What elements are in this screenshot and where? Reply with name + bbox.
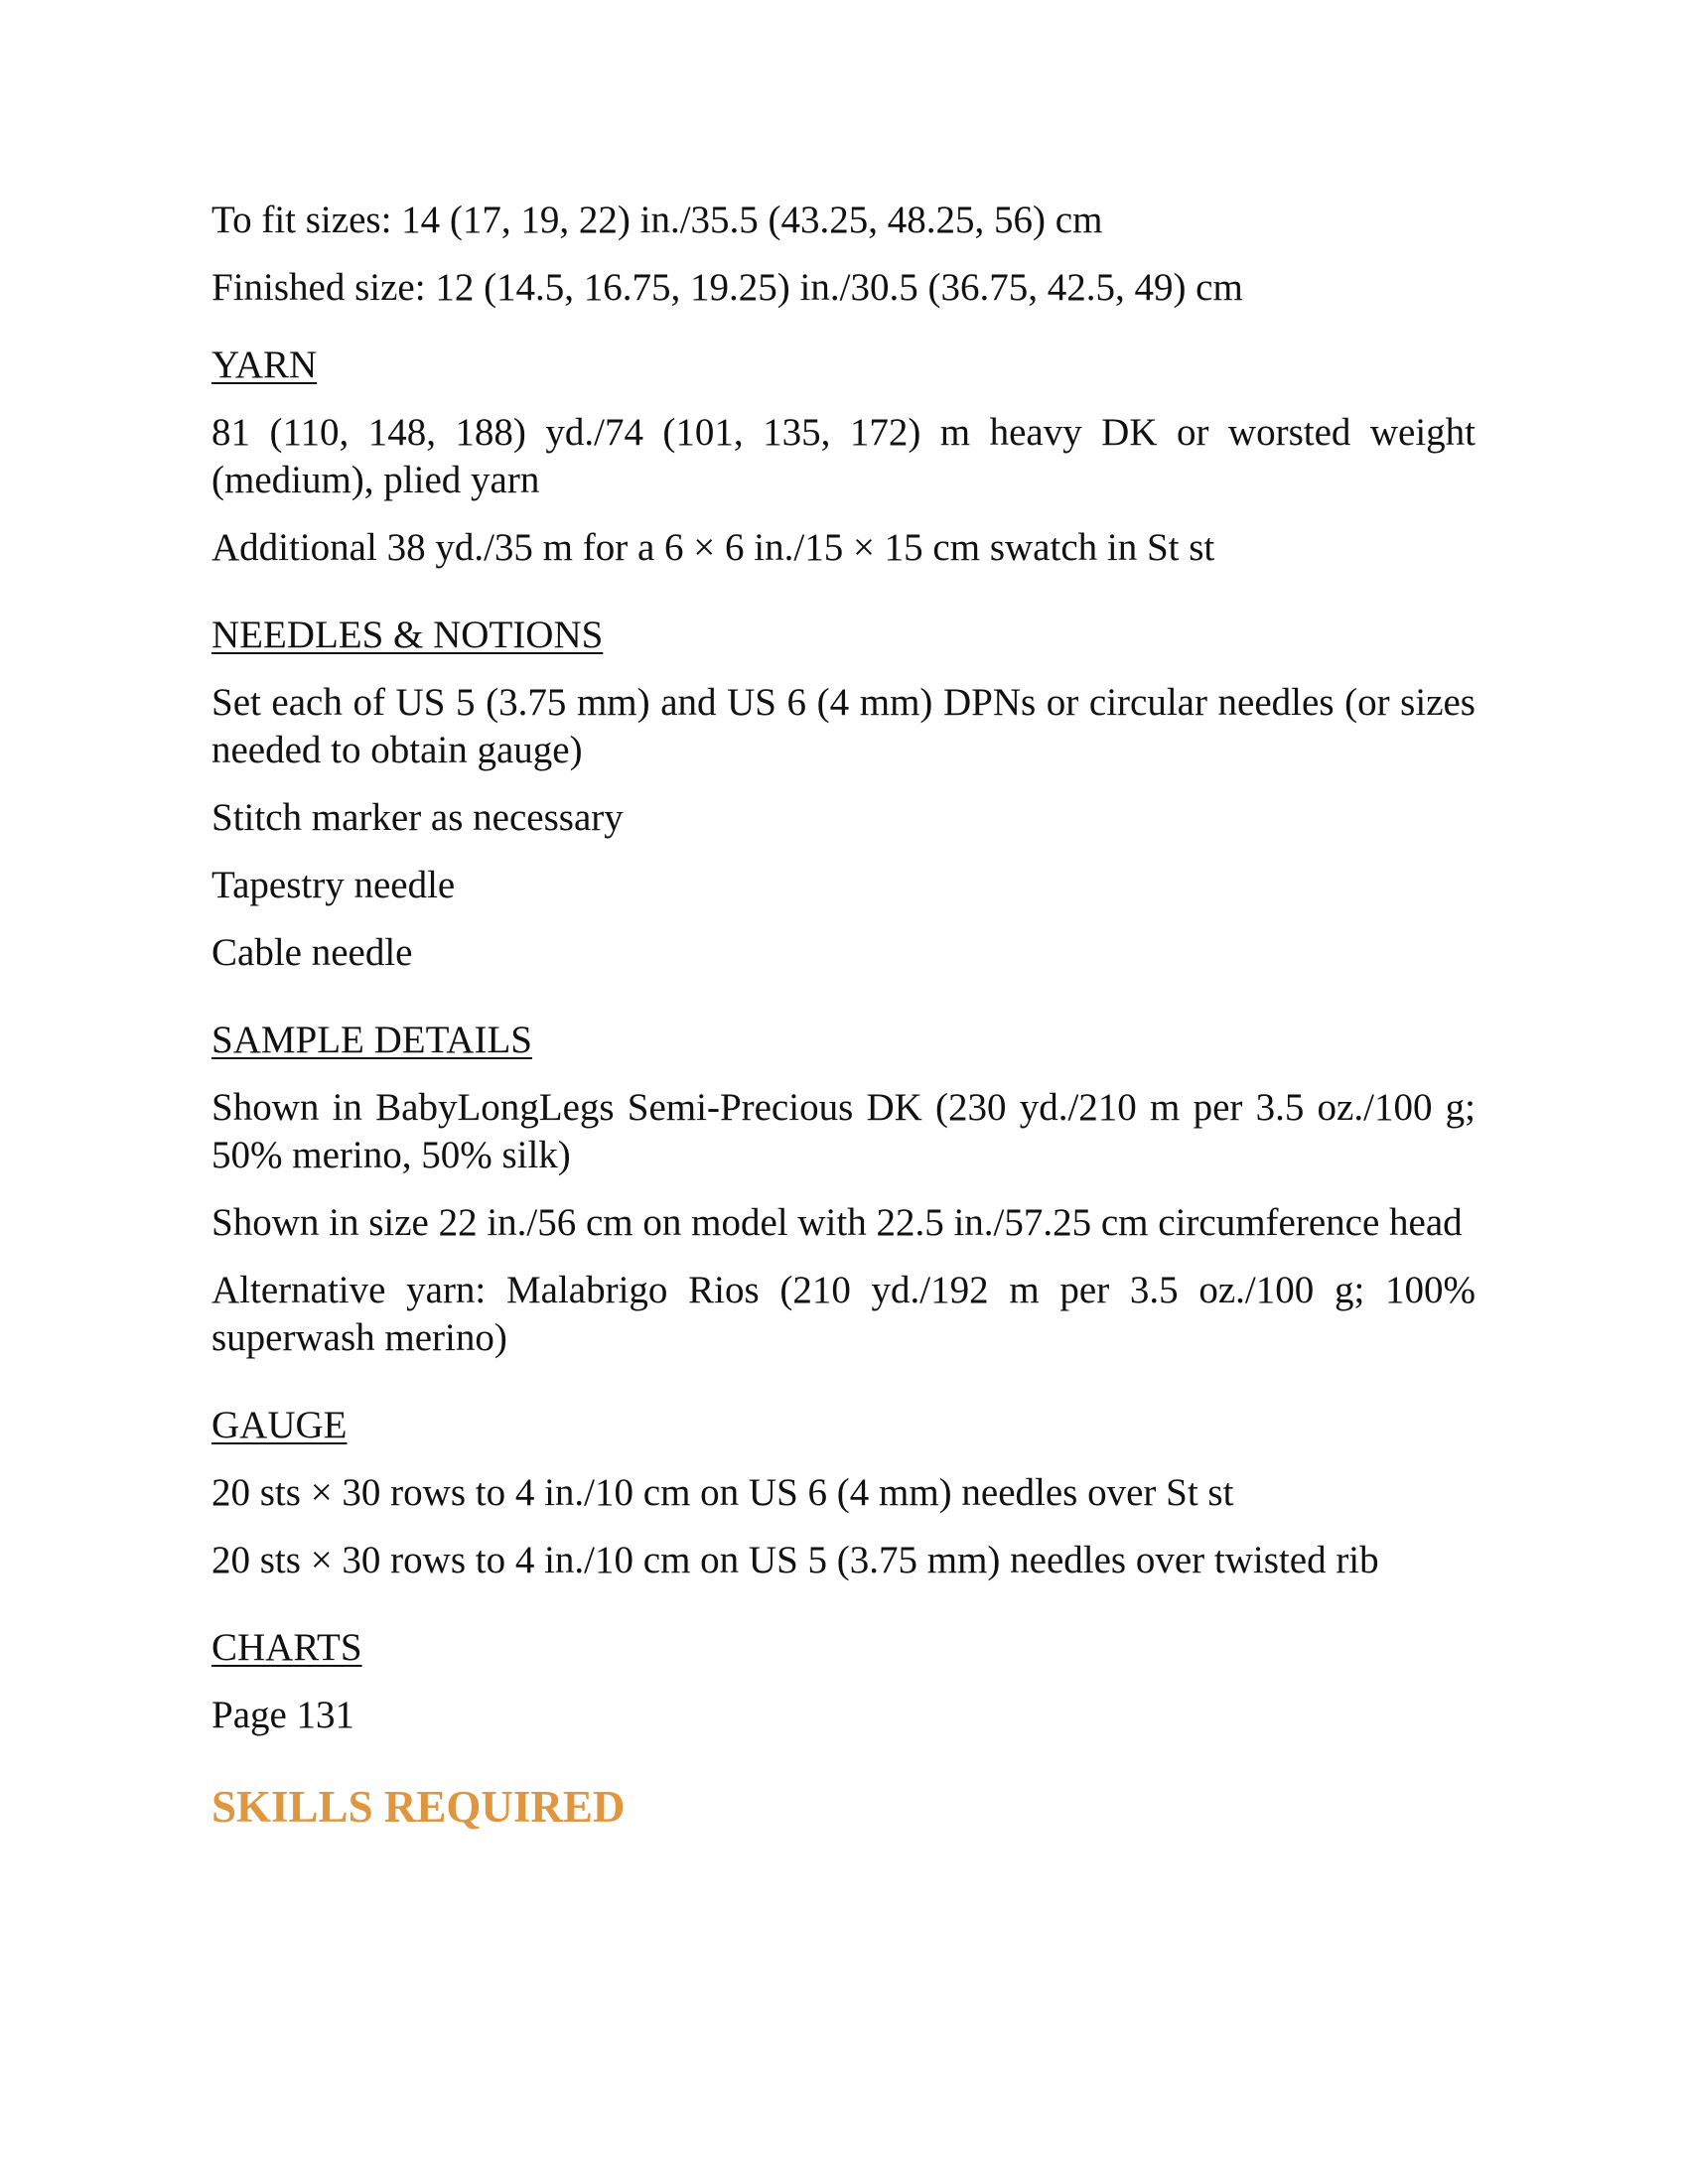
needles-item: Tapestry needle	[211, 864, 456, 906]
sample-details-heading: SAMPLE DETAILS	[211, 1019, 532, 1061]
sample-item: Shown in size 22 in./56 cm on model with 22.5 in./57.25 cm circumference head	[211, 1201, 1463, 1244]
yarn-heading: YARN	[211, 343, 318, 386]
sample-item: Shown in BabyLongLegs Semi-Precious DK (230 yd./210 m per 3.5 oz./100 g; 50% merino, 50% silk)	[211, 1086, 1476, 1176]
needles-notions-heading: NEEDLES & NOTIONS	[211, 614, 604, 656]
gauge-heading: GAUGE	[211, 1404, 348, 1446]
finished-size: Finished size: 12 (14.5, 16.75, 19.25) in./30.5 (36.75, 42.5, 49) cm	[211, 266, 1243, 309]
skills-required-heading: SKILLS REQUIRED	[211, 1782, 626, 1832]
pattern-page	[211, 197, 1476, 1835]
gauge-item: 20 sts × 30 rows to 4 in./10 cm on US 6 (4 mm) needles over St st	[211, 1471, 1234, 1514]
yarn-item: Additional 38 yd./35 m for a 6 × 6 in./15 × 15 cm swatch in St st	[211, 526, 1215, 569]
yarn-item: 81 (110, 148, 188) yd./74 (101, 135, 172) m heavy DK or worsted weight (medium), plied yarn	[211, 411, 1476, 501]
charts-heading: CHARTS	[211, 1626, 362, 1669]
charts-page-ref: Page 131	[211, 1694, 355, 1736]
to-fit-sizes: To fit sizes: 14 (17, 19, 22) in./35.5 (43.25, 48.25, 56) cm	[211, 199, 1103, 241]
gauge-item: 20 sts × 30 rows to 4 in./10 cm on US 5 (3.75 mm) needles over twisted rib	[211, 1539, 1379, 1581]
needles-item: Set each of US 5 (3.75 mm) and US 6 (4 mm) DPNs or circular needles (or sizes needed to obtain gauge)	[211, 681, 1476, 771]
needles-item: Stitch marker as necessary	[211, 796, 624, 839]
needles-item: Cable needle	[211, 931, 413, 974]
sample-item: Alternative yarn: Malabrigo Rios (210 yd./192 m per 3.5 oz./100 g; 100% superwash merino)	[211, 1269, 1476, 1359]
